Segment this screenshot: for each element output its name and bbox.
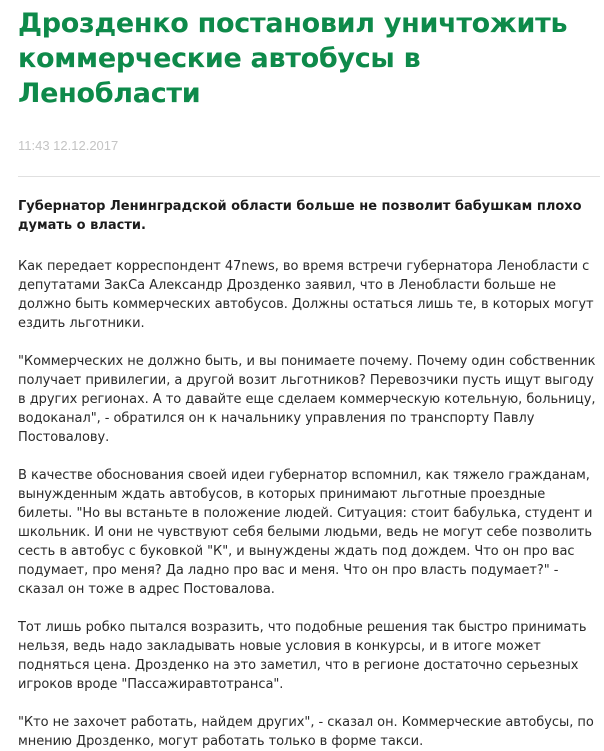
article-paragraph: "Коммерческих не должно быть, и вы понимаете почему. Почему один собственник получает привилегии, а другой возит льготников? Перевозчики пусть ищут выгоду в других регионах. А то давайте еще сделаем коммерческую котельную, больницу, водоканал", - обратился он к начальнику управления по транспорту Павлу Постовалову. <box>18 354 596 445</box>
article-date: 11:43 12.12.2017 <box>18 138 119 153</box>
article-paragraph: "Кто не захочет работать, найдем других", - сказал он. Коммерческие автобусы, по мнению Дрозденко, могут работать только в форме такси. <box>18 715 594 749</box>
article <box>18 0 598 751</box>
article-paragraph: Как передает корреспондент 47news, во время встречи губернатора Ленобласти с депутатами ЗакСа Александр Дрозденко заявил, что в Ленобласти больше не должно быть коммерческих автобусов. Должны остаться лишь те, в которых могут ездить льготники. <box>18 259 594 331</box>
article-lead: Губернатор Ленинградской области больше не позволит бабушкам плохо думать о власти. <box>18 199 582 233</box>
article-paragraph: В качестве обоснования своей идеи губернатор вспомнил, как тяжело гражданам, вынужденным ждать автобусов, в которых принимают льготные проездные билеты. "Но вы встаньте в положение людей. Ситуация: стоит бабулька, студент и школьник. И они не чувствуют себя белыми людьми, ведь не могут себе позволить сесть в автобус с буковкой "К", и вынуждены ждать под дождем. Что он про вас подумает, про меня? Да ладно про вас и меня. Что он про власть подумает?" - сказал он тоже в адрес Постовалова. <box>18 468 593 597</box>
article-paragraph: Тот лишь робко пытался возразить, что подобные решения так быстро принимать нельзя, ведь надо закладывать новые условия в конкурсы, и в итоге может подняться цена. Дрозденко на это заметил, что в регионе достаточно серьезных игроков вроде "Пассажиравтотранса". <box>18 620 587 692</box>
divider <box>18 176 600 177</box>
article-title: Дрозденко постановил уничтожить коммерческие автобусы в Ленобласти <box>18 8 568 109</box>
